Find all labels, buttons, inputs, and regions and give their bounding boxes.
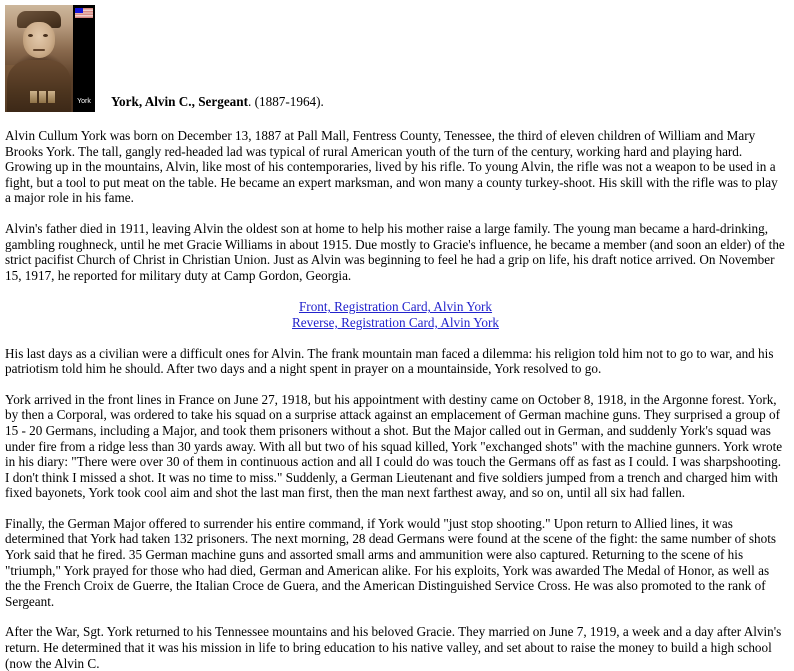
portrait-eye-left: [28, 34, 33, 37]
paragraph-surrender: Finally, the German Major offered to surrender his entire command, if York would "just stop shooting." Upon return to Allied lines, it was determined that York had taken 132 prisoners. The next morning, 28 dead Germans were found at the scene of the fight: the same number of shots York said that he fired. 35 German machine guns and assorted small arms and ammunition were also captured. Returning to the scene of his "triumph," York prayed for those who had died, German and American alike. For his exploits, York was awarded The Medal of Honor, as well as the the French Croix de Guerre, the Italian Croce de Guera, and the American Distinguished Service Cross. He was also promoted to the rank of Sergeant.: [5, 515, 777, 609]
figure-caption: York: [77, 98, 91, 105]
portrait-eye-right: [43, 34, 48, 37]
paragraph-youth: Alvin's father died in 1911, leaving Alvin the oldest son at home to help his mother raise a large family. The young man became a hard-drinking, gambling roughneck, until he met Gracie Williams in about 1915. Due mostly to Gracie's influence, he became a member (and soon an elder) of the strict pacifist Church of Christ in Christian Union. Just as Alvin was beginning to feel he had a grip on life, his draft notice arrived. On November 15, 1917, he reported for military duty at Camp Gordon, Georgia.: [5, 220, 785, 283]
link-reverse-registration-card[interactable]: Reverse, Registration Card, Alvin York: [292, 314, 499, 330]
link-front-registration-card[interactable]: Front, Registration Card, Alvin York: [298, 299, 493, 315]
portrait-medal-3: [48, 91, 55, 103]
paragraph-after-war: After the War, Sgt. York returned to his Tennessee mountains and his beloved Gracie. They married on June 7, 1919, a week and a day after Alvin's return. He determined that it was his mission in life to bring education to his native valley, and set about to raise the money to build a high school (now the Alvin C.: [5, 624, 782, 671]
portrait-medal-2: [39, 91, 46, 103]
portrait-face: [23, 22, 55, 58]
figure-side-panel: [73, 5, 95, 112]
portrait-mouth: [33, 49, 45, 51]
paragraph-argonne: York arrived in the front lines in France on June 27, 1918, but his appointment with destiny came on October 8, 1918, in the Argonne forest. York, by then a Corporal, was ordered to take his squad on a surprise attack against an emplacement of German machine guns. They surprised a group of 15 - 20 Germans, including a Major, and took them prisoners without a shot. But the Major called out in German, and suddenly York's squad was under fire from a ridge less than 30 yards away. With all but two of his squad killed, York "exchanged shots" with the machine gunners. York wrote in his diary: "There were over 30 of them in continuous action and all I could do was touch the Germans off as fast as I could. I was sharpshooting. I don't think I missed a shot. It was no time to miss." Suddenly, a German Lieutenant and five soldiers jumped from a trench and charged him with fixed bayonets, York took cool aim and shot the last man first, then the man next farthest away, and so on, until all six had fallen.: [5, 391, 783, 501]
portrait-medal-1: [30, 91, 37, 103]
portrait-uniform: [7, 60, 71, 112]
registration-card-links: [5, 299, 786, 330]
page-title-years: . (1887-1964).: [248, 94, 324, 110]
york-figure: [5, 5, 95, 112]
page-title: [95, 94, 324, 112]
us-flag-icon: [75, 8, 93, 18]
paragraph-dilemma: His last days as a civilian were a difficult ones for Alvin. The frank mountain man faced a dilemma: his religion told him not to go to war, and his patriotism told him he should. After two days and a night spent in prayer on a mountainside, York resolved to go.: [5, 345, 774, 377]
header-block: [5, 5, 786, 112]
flag-canton: [75, 8, 83, 13]
page-title-name: York, Alvin C., Sergeant: [111, 94, 249, 110]
paragraph-birth: Alvin Cullum York was born on December 13, 1887 at Pall Mall, Fentress County, Tenessee, the third of eleven children of William and Mary Brooks York. The tall, gangly red-headed lad was typical of rural American youth of the turn of the century, working hard and playing hard. Growing up in the mountains, Alvin, like most of his contemporaries, lived by his rifle. To young Alvin, the rifle was not a weapon to be used in a fight, but a tool to put meat on the table. He became an expert marksman, and won many a county turkey-shoot. His skill with the rifle was to play a major role in his fame.: [5, 128, 778, 206]
york-portrait-photo: [5, 5, 73, 112]
